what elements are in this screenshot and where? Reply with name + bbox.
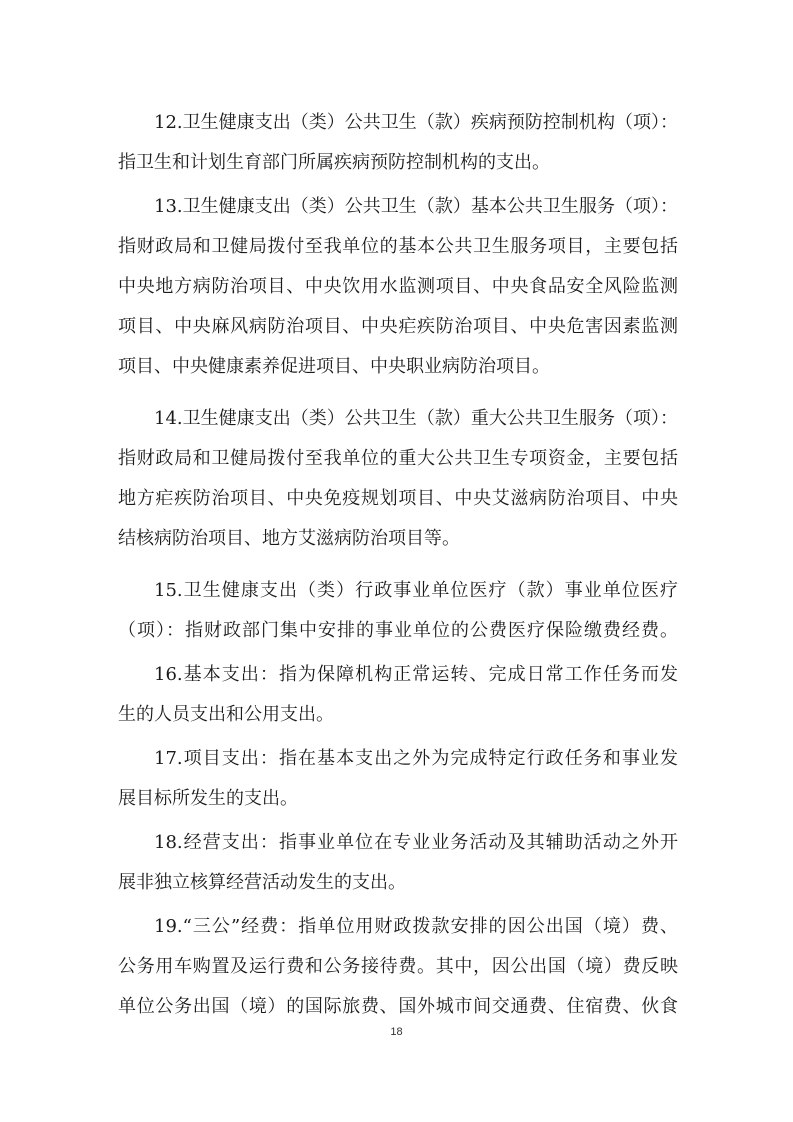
paragraph-line: 12.卫生健康支出（类）公共卫生（款）疾病预防控制机构（项）：: [154, 112, 678, 133]
document-body: [118, 103, 678, 1027]
paragraph-line: 展目标所发生的支出。: [118, 788, 298, 809]
paragraph-line: 17.项目支出：指在基本支出之外为完成特定行政任务和事业发: [154, 748, 678, 769]
paragraph-line: 指卫生和计划生育部门所属疾病预防控制机构的支出。: [118, 152, 550, 173]
paragraph-line: 16.基本支出：指为保障机构正常运转、完成日常工作任务而发: [154, 664, 678, 685]
paragraph-14: [118, 399, 678, 559]
paragraph-line: 项目、中央健康素养促进项目、中央职业病防治项目。: [118, 356, 550, 377]
paragraph-line: 结核病防治项目、地方艾滋病防治项目等。: [118, 528, 460, 549]
paragraph-line: 18.经营支出：指事业单位在专业业务活动及其辅助活动之外开: [154, 832, 678, 853]
paragraph-line: 指财政局和卫健局拨付至我单位的基本公共卫生服务项目，主要包括: [118, 236, 678, 257]
paragraph-19: [118, 907, 678, 1027]
paragraph-line: 生的人员支出和公用支出。: [118, 704, 334, 725]
paragraph-line: 指财政局和卫健局拨付至我单位的重大公共卫生专项资金，主要包括: [118, 448, 678, 469]
paragraph-line: 19.“三公”经费：指单位用财政拨款安排的因公出国（境）费、: [154, 916, 678, 937]
paragraph-line: 13.卫生健康支出（类）公共卫生（款）基本公共卫生服务（项）：: [154, 196, 678, 217]
paragraph-line: 公务用车购置及运行费和公务接待费。其中，因公出国（境）费反映: [118, 956, 678, 977]
paragraph-13: [118, 187, 678, 387]
paragraph-12: [118, 103, 678, 183]
paragraph-line: 单位公务出国（境）的国际旅费、国外城市间交通费、住宿费、伙食: [118, 996, 678, 1017]
paragraph-18: [118, 823, 678, 903]
paragraph-line: 项目、中央麻风病防治项目、中央疟疾防治项目、中央危害因素监测: [118, 316, 678, 337]
paragraph-line: （项）：指财政部门集中安排的事业单位的公费医疗保险缴费经费。: [118, 620, 678, 641]
paragraph-line: 15.卫生健康支出（类）行政事业单位医疗（款）事业单位医疗: [154, 580, 678, 601]
paragraph-17: [118, 739, 678, 819]
paragraph-line: 14.卫生健康支出（类）公共卫生（款）重大公共卫生服务（项）：: [154, 408, 678, 429]
paragraph-line: 中央地方病防治项目、中央饮用水监测项目、中央食品安全风险监测: [118, 276, 678, 297]
paragraph-line: 展非独立核算经营活动发生的支出。: [118, 872, 406, 893]
page-number: 18: [390, 1026, 403, 1038]
paragraph-16: [118, 655, 678, 735]
paragraph-15: [118, 571, 678, 651]
paragraph-line: 地方疟疾防治项目、中央免疫规划项目、中央艾滋病防治项目、中央: [118, 488, 678, 509]
